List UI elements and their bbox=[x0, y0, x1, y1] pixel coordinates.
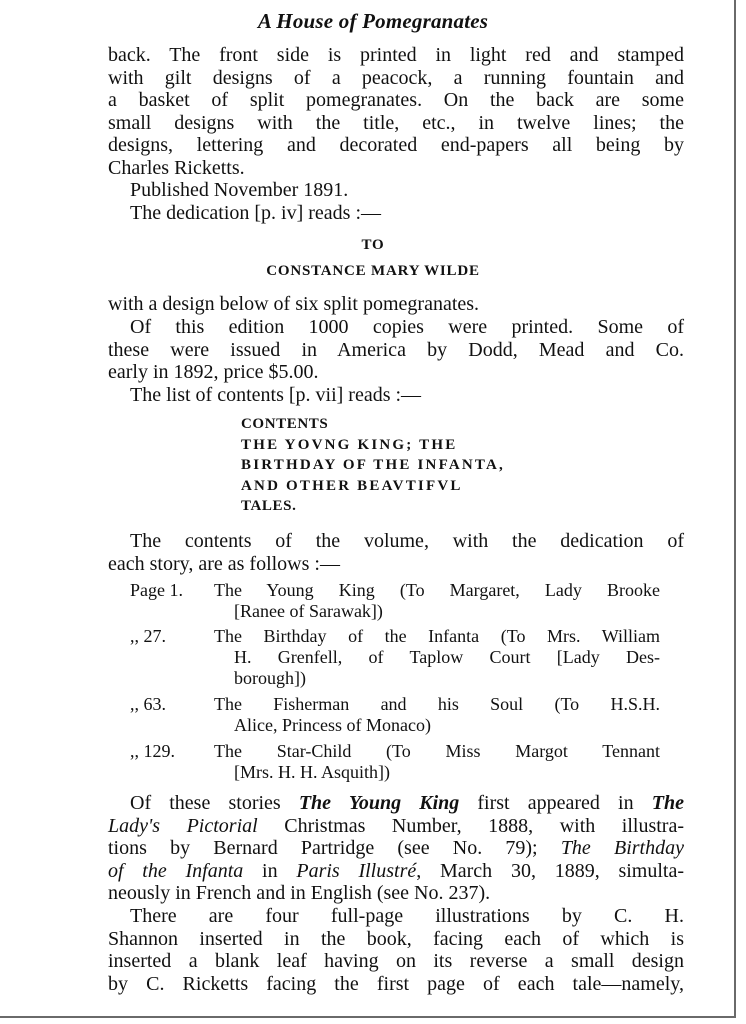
text-line: with gilt designs of a peacock, a running fountain and bbox=[108, 66, 684, 89]
published-date bbox=[108, 179, 684, 202]
paragraph-first-appearances bbox=[108, 792, 684, 905]
contents-title-block bbox=[241, 414, 541, 517]
paragraph-edition bbox=[108, 316, 684, 384]
italic-title: Paris Illustré bbox=[296, 859, 417, 882]
toc-page-label: ,, 63. bbox=[130, 694, 166, 714]
title-line: TALES. bbox=[241, 498, 297, 514]
text-line: Of this edition 1000 copies were printed. Some of bbox=[130, 316, 684, 338]
text-line: a basket of split pomegranates. On the back are some bbox=[108, 89, 684, 111]
italic-title: The bbox=[651, 792, 684, 814]
title-line: THE YOVNG KING; THE bbox=[241, 436, 458, 453]
text-line: with a design below of six split pomegranates. bbox=[108, 293, 480, 315]
text-run: first appeared in bbox=[459, 792, 652, 814]
text-line: back. The front side is printed in light red and stamped bbox=[108, 44, 684, 66]
toc-entry-cont bbox=[108, 762, 684, 783]
toc-entry bbox=[108, 741, 684, 762]
text-line: designs, lettering and decorated end-papers all being by bbox=[108, 134, 684, 156]
toc-line: [Ranee of Sarawak]) bbox=[234, 601, 383, 621]
text-line: The list of contents [p. vii] reads :— bbox=[130, 384, 422, 406]
toc-line: The Fisherman and his Soul (To H.S.H. bbox=[214, 694, 660, 714]
toc-line: borough]) bbox=[234, 668, 306, 688]
toc-entry-cont bbox=[108, 668, 684, 689]
toc-entry bbox=[108, 626, 684, 647]
paragraph-illustrations bbox=[108, 905, 684, 995]
italic-title: of the Infanta bbox=[108, 859, 244, 882]
italic-title: The Young King bbox=[298, 792, 460, 814]
design-description bbox=[108, 293, 684, 316]
toc-line: H. Grenfell, of Taplow Court [Lady Des- bbox=[234, 647, 660, 667]
toc-line: The Birthday of the Infanta (To Mrs. William bbox=[214, 626, 660, 646]
text-run: Of these stories bbox=[130, 792, 299, 814]
toc-entry bbox=[108, 580, 684, 601]
text-line: small designs with the title, etc., in twelve lines; the bbox=[108, 111, 684, 134]
italic-title: The Birthday bbox=[560, 837, 684, 859]
paragraph-binding-description bbox=[108, 44, 684, 179]
text-run: Christmas Number, 1888, with illustra- bbox=[257, 814, 684, 837]
title-line: BIRTHDAY OF THE INFANTA, bbox=[241, 457, 505, 473]
text-line: each story, are as follows :— bbox=[108, 552, 340, 575]
dedication-intro bbox=[108, 202, 684, 225]
text-line: The dedication [p. iv] reads :— bbox=[130, 202, 382, 224]
italic-title: Lady's Pictorial bbox=[108, 814, 258, 837]
text-line: inserted a blank leaf having on its reverse a small design bbox=[108, 950, 684, 972]
text-run: in bbox=[243, 859, 297, 882]
text-line: Charles Ricketts. bbox=[108, 156, 245, 179]
toc-entry-cont bbox=[108, 715, 684, 736]
dedication-to: TO bbox=[361, 237, 385, 253]
toc-page-label: Page 1. bbox=[130, 580, 183, 600]
toc-entry bbox=[108, 694, 684, 715]
text-line bbox=[108, 815, 684, 838]
toc-page-label: ,, 27. bbox=[130, 626, 166, 646]
text-line bbox=[108, 860, 684, 883]
text-line: neously in French and in English (see No. 237). bbox=[108, 882, 491, 904]
running-header: A House of Pomegranates bbox=[257, 9, 489, 33]
text-run: tions by Bernard Partridge (see No. 79); bbox=[108, 837, 561, 859]
text-line: these were issued in America by Dodd, Mead and Co. bbox=[108, 338, 684, 361]
toc-line: [Mrs. H. H. Asquith]) bbox=[234, 762, 390, 782]
text-line: Published November 1891. bbox=[130, 179, 349, 201]
title-line: CONTENTS bbox=[241, 416, 329, 432]
toc-entry-cont bbox=[108, 601, 684, 622]
toc-line: Alice, Princess of Monaco) bbox=[234, 715, 431, 735]
text-line bbox=[108, 792, 684, 815]
text-line: early in 1892, price $5.00. bbox=[108, 361, 319, 383]
text-line: Shannon inserted in the book, facing each of which is bbox=[108, 927, 684, 950]
contents-intro bbox=[108, 384, 684, 407]
dedication-name: CONSTANCE MARY WILDE bbox=[266, 263, 480, 279]
text-line: by C. Ricketts facing the first page of each tale—namely, bbox=[108, 972, 684, 995]
paragraph-volume-contents bbox=[108, 530, 684, 575]
title-line: AND OTHER BEAVTIFVL bbox=[241, 477, 463, 494]
toc-entry-cont bbox=[108, 647, 684, 668]
text-line: There are four full-page illustrations by C. H. bbox=[130, 905, 684, 927]
table-of-contents bbox=[108, 580, 684, 783]
text-line bbox=[108, 837, 684, 860]
text-line: The contents of the volume, with the dedication of bbox=[130, 530, 684, 552]
toc-page-label: ,, 129. bbox=[130, 741, 175, 761]
toc-line: The Young King (To Margaret, Lady Brooke bbox=[214, 580, 660, 600]
text-run: , March 30, 1889, simulta- bbox=[416, 859, 684, 882]
toc-line: The Star-Child (To Miss Margot Tennant bbox=[214, 741, 660, 761]
